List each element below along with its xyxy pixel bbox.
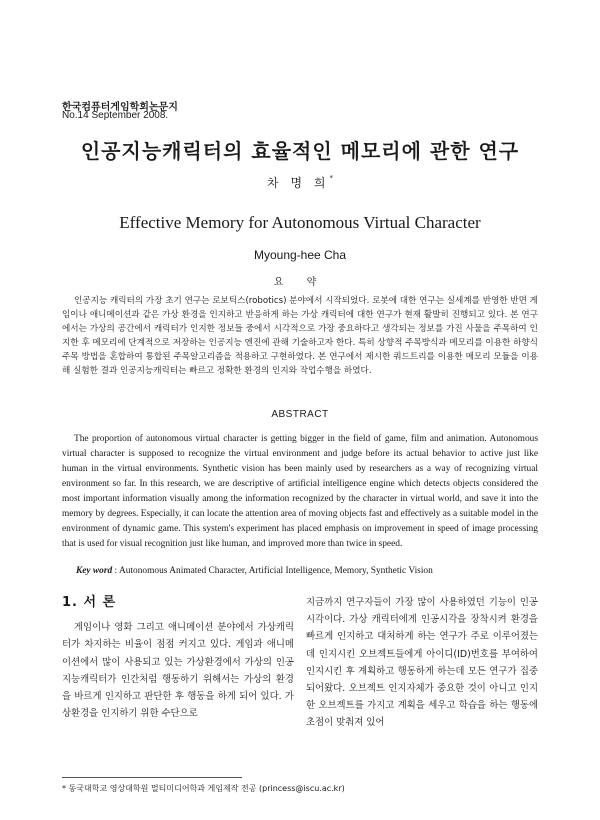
body-paragraph: 게임이나 영화 그리고 애니메이션 분야에서 가상캐릭터가 차지하는 비율이 점점 커지고 있다. 게임과 애니메이션에서 많이 사용되고 있는 가상환경에서 가상의 인공지능캐릭터가 인간처럼 행동하기 위해서는 가상의 환경을 바르게 인지하고 판단한 후 행동을 하게 되어 있다. 가상환경을 인지하기 위한 수단으로 bbox=[62, 622, 294, 720]
abstract-korean-heading: 요 약 bbox=[273, 277, 327, 288]
keyword-list: : Autonomous Animated Character, Artificial Intelligence, Memory, Synthetic Vision bbox=[112, 566, 433, 576]
author-footnote: * 동국대학교 영상대학원 멀티미디어학과 게임제작 전공 (princess@iscu.ac.kr) bbox=[62, 784, 345, 793]
body-column-left bbox=[62, 594, 294, 722]
keyword-label: Key word bbox=[76, 566, 113, 576]
paper-title-english: Effective Memory for Autonomous Virtual Character bbox=[119, 213, 481, 232]
footnote-divider bbox=[62, 777, 242, 778]
author-footnote-mark: * bbox=[329, 174, 333, 182]
author-korean-name: 차 명 희 bbox=[267, 176, 330, 190]
journal-issue: No.14 September 2008. bbox=[62, 110, 169, 121]
paper-title-korean: 인공지능캐릭터의 효율적인 메모리에 관한 연구 bbox=[80, 139, 520, 163]
abstract-english-heading: ABSTRACT bbox=[271, 409, 329, 420]
body-column-right bbox=[306, 594, 538, 732]
keywords bbox=[76, 566, 538, 576]
abstract-english: The proportion of autonomous virtual character is getting bigger in the field of game, film and animation. Autonomous virtual character is supposed to recognize the virtual environment and judge before its actual behavior to active just like human in the virtual environments. Synthetic vision has been mainly used by researchers as a way of recognizing virtual environment so far. In this research, we are descriptive of artificial intelligence engine which detects objects considered the most important information visually among the information recognized by the character in virtual world, and save it into the memory by degrees. Especially, it can locate the attention area of moving objects fast and effectively as a suitable model in the environment of dynamic game. This system's experiment has placed emphasis on improvement in speed of image processing that is used for visual recognition just like human, and improved more than twice in speed. bbox=[62, 434, 538, 549]
body-paragraph-continued: 지금까지 연구자들이 가장 많이 사용하였던 기능이 인공시각이다. 가상 캐릭터에게 인공시각을 장착시켜 환경을 빠르게 인지하고 대처하게 하는 연구가 주로 이루어졌는데 인지시킨 오브젝트들에게 아이디(ID)번호를 부여하여 인지시킨 후 계획하고 행동하게 하는데 모든 연구가 집중되어왔다. 오브젝트 인지자체가 중요한 것이 아니고 인지한 오브젝트를 가지고 계획을 세우고 학습을 하는 행동에 초점이 맞춰져 있어 bbox=[306, 597, 538, 729]
author-english: Myoung-hee Cha bbox=[253, 248, 347, 262]
journal-name: 한국컴퓨터게임학회논문지 bbox=[62, 102, 178, 113]
abstract-korean: 인공지능 캐릭터의 가장 초기 연구는 로보틱스(robotics) 분야에서 시작되었다. 로봇에 대한 연구는 실세계를 반영한 반면 게임이나 애니메이션과 같은 가상 환경을 인지하고 반응하게 하는 가상 캐릭터에 대한 연구가 현재 활발히 진행되고 있다. 본 연구에서는 가상의 공간에서 캐릭터가 인지한 정보들 중에서 시각적으로 가장 중요하다고 생각되는 정보를 가진 사물을 주목하여 인지한 후 메모리에 단계적으로 저장하는 인공지능 엔진에 관해 기술하고자 한다. 특히 상향적 주목방식과 메모리를 이용한 하향식 주목 방법을 혼합하여 통합된 주목알고리즘을 적용하고 구현하였다. 본 연구에서 제시한 쿼드트리를 이용한 메모리 모듈을 이용해 실험한 결과 인공지능캐릭터는 빠르고 정확한 환경의 인지와 작업수행을 하였다. bbox=[62, 296, 538, 376]
author-korean bbox=[0, 174, 600, 191]
section-heading-introduction: 1. 서 론 bbox=[62, 595, 117, 610]
